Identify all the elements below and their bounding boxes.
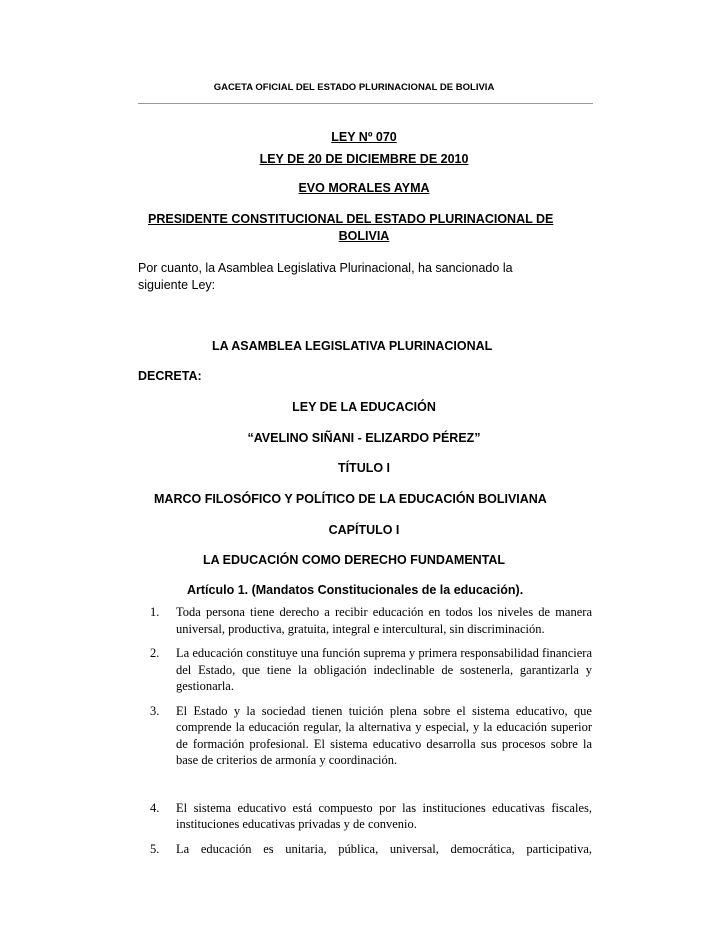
gazette-header: GACETA OFICIAL DEL ESTADO PLURINACIONAL DE BOLIVIA bbox=[213, 82, 495, 93]
law-date: LEY DE 20 DE DICIEMBRE DE 2010 bbox=[259, 152, 469, 166]
item-number: 2. bbox=[150, 646, 160, 660]
item-text: Toda persona tiene derecho a recibir educación en todos los niveles de manera universal, productiva, gratuita, integral e intercultural, sin discriminación. bbox=[176, 605, 592, 636]
item-number: 3. bbox=[150, 703, 160, 718]
list-item bbox=[144, 841, 592, 858]
list-item bbox=[144, 800, 592, 833]
capitulo-name: LA EDUCACIÓN COMO DERECHO FUNDAMENTAL bbox=[203, 553, 506, 567]
item-text: La educación constituye una función suprema y primera responsabilidad financiera del Estado, que tiene la obligación indeclinable de sostenerla, garantizarla y gestionarla. bbox=[176, 646, 592, 693]
item-text: La educación es unitaria, pública, universal, democrática, participativa, bbox=[176, 841, 592, 856]
capitulo-heading: CAPÍTULO I bbox=[328, 523, 400, 537]
assembly-heading: LA ASAMBLEA LEGISLATIVA PLURINACIONAL bbox=[212, 339, 493, 353]
article-heading: Artículo 1. (Mandatos Constitucionales de la educación). bbox=[187, 583, 524, 597]
president-name: EVO MORALES AYMA bbox=[298, 181, 430, 195]
president-title-line1: PRESIDENTE CONSTITUCIONAL DEL ESTADO PLURINACIONAL DE bbox=[148, 212, 554, 226]
decreta-heading: DECRETA: bbox=[138, 369, 202, 383]
item-number: 5. bbox=[150, 841, 160, 856]
preamble-line2: siguiente Ley: bbox=[138, 278, 216, 292]
article-items bbox=[144, 604, 592, 857]
item-text: El Estado y la sociedad tienen tuición plena sobre el sistema educativo, que comprende la educación regular, la alternativa y especial, y la educación superior de formación profesional. El sistema educativo desarrolla sus procesos sobre la base de criterios de armonía y coordinación. bbox=[176, 703, 592, 767]
law-number: LEY Nº 070 bbox=[331, 130, 397, 144]
item-text: El sistema educativo está compuesto por las instituciones educativas fiscales, instituciones educativas privadas y de convenio. bbox=[176, 800, 592, 831]
law-subtitle: “AVELINO SIÑANI - ELIZARDO PÉREZ” bbox=[247, 431, 481, 445]
president-title-line2: BOLIVIA bbox=[338, 229, 390, 243]
list-item bbox=[144, 645, 592, 695]
header-rule bbox=[138, 103, 593, 104]
item-number: 1. bbox=[150, 605, 160, 619]
preamble-line1: Por cuanto, la Asamblea Legislativa Plurinacional, ha sancionado la bbox=[138, 261, 513, 275]
list-item bbox=[144, 703, 592, 769]
titulo-heading: TÍTULO I bbox=[337, 461, 391, 475]
list-item bbox=[144, 604, 592, 637]
item-number: 4. bbox=[150, 800, 160, 815]
titulo-name: MARCO FILOSÓFICO Y POLÍTICO DE LA EDUCACIÓN BOLIVIANA bbox=[154, 492, 547, 506]
law-name: LEY DE LA EDUCACIÓN bbox=[292, 400, 436, 414]
